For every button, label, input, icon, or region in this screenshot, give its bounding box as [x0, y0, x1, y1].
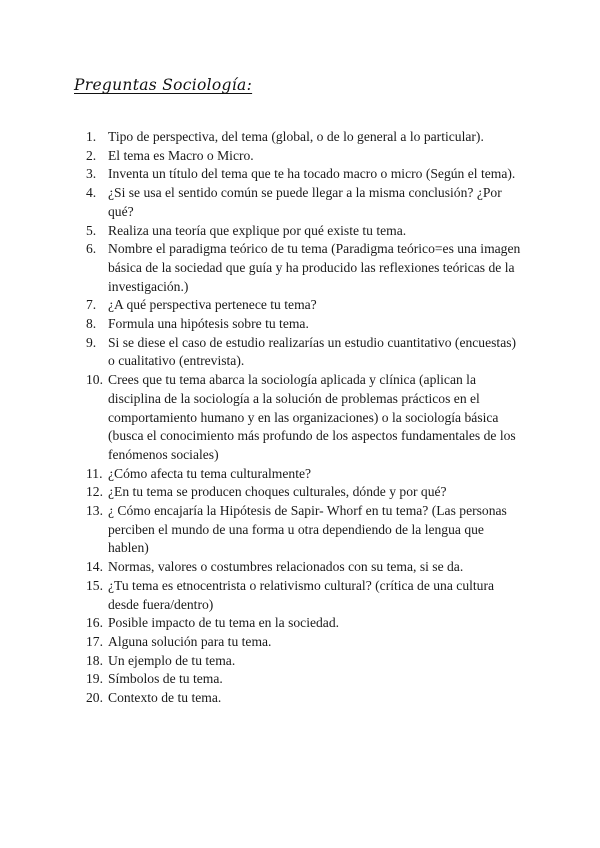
- list-item: [86, 240, 526, 296]
- question-number: 13.: [86, 503, 103, 519]
- question-text: Símbolos de tu tema.: [108, 671, 223, 687]
- list-item: [86, 689, 526, 708]
- question-text: ¿En tu tema se producen choques culturales, dónde y por qué?: [108, 484, 447, 500]
- question-text: ¿Tu tema es etnocentrista o relativismo cultural? (crítica de una cultura desde fuera/dentro): [108, 577, 495, 612]
- question-number: 11.: [86, 465, 103, 481]
- list-item: [86, 334, 526, 371]
- question-number: 12.: [86, 484, 103, 500]
- question-number: 2.: [86, 147, 97, 163]
- question-text: El tema es Macro o Micro.: [108, 147, 254, 163]
- question-text: ¿A qué perspectiva pertenece tu tema?: [108, 297, 317, 313]
- question-list: [86, 128, 526, 708]
- question-number: 19.: [86, 671, 103, 687]
- question-text: Alguna solución para tu tema.: [108, 633, 272, 649]
- question-number: 14.: [86, 559, 103, 575]
- list-item: [86, 147, 526, 166]
- list-item: [86, 633, 526, 652]
- question-text: Un ejemplo de tu tema.: [108, 652, 236, 668]
- list-item: [86, 670, 526, 689]
- list-item: [86, 315, 526, 334]
- question-number: 4.: [86, 185, 97, 201]
- list-item: [86, 165, 526, 184]
- question-text: Crees que tu tema abarca la sociología aplicada y clínica (aplican la disciplina de la sociología a la solución de problemas prácticos en el comportamiento humano y en las organizaciones) o la sociología básica (busca el conocimiento más profundo de los aspectos fundamentales de los fenómenos sociales): [108, 372, 516, 462]
- list-item: [86, 128, 526, 147]
- question-number: 8.: [86, 316, 97, 332]
- question-text: Posible impacto de tu tema en la sociedad.: [108, 615, 340, 631]
- list-item: [86, 465, 526, 484]
- list-item: [86, 296, 526, 315]
- question-number: 20.: [86, 690, 103, 706]
- list-item: [86, 483, 526, 502]
- question-number: 10.: [86, 372, 103, 388]
- question-number: 18.: [86, 652, 103, 668]
- question-text: Normas, valores o costumbres relacionados con su tema, si se da.: [108, 559, 464, 575]
- list-item: [86, 652, 526, 671]
- question-text: Contexto de tu tema.: [108, 690, 222, 706]
- question-text: Tipo de perspectiva, del tema (global, o de lo general a lo particular).: [108, 129, 484, 144]
- question-text: Si se diese el caso de estudio realizarías un estudio cuantitativo (encuestas) o cualitativo (entrevista).: [108, 334, 517, 369]
- question-number: 16.: [86, 615, 103, 631]
- question-text: Realiza una teoría que explique por qué existe tu tema.: [108, 222, 407, 238]
- list-item: [86, 502, 526, 558]
- list-item: [86, 184, 526, 221]
- list-item: [86, 577, 526, 614]
- question-number: 3.: [86, 166, 97, 182]
- page-title: Preguntas Sociología:: [74, 76, 253, 94]
- list-item: [86, 222, 526, 241]
- question-number: 5.: [86, 222, 97, 238]
- question-number: 9.: [86, 334, 97, 350]
- question-text: ¿Cómo afecta tu tema culturalmente?: [108, 465, 312, 481]
- question-text: Formula una hipótesis sobre tu tema.: [108, 316, 309, 332]
- list-item: [86, 558, 526, 577]
- question-number: 6.: [86, 241, 97, 257]
- question-number: 15.: [86, 577, 103, 593]
- question-number: 17.: [86, 633, 103, 649]
- question-number: 7.: [86, 297, 97, 313]
- question-number: 1.: [86, 129, 97, 144]
- question-text: Inventa un título del tema que te ha tocado macro o micro (Según el tema).: [108, 166, 516, 182]
- question-text: ¿ Cómo encajaría la Hipótesis de Sapir- Whorf en tu tema? (Las personas perciben el mundo de una forma u otra dependiendo de la lengua que hablen): [108, 503, 507, 556]
- question-text: Nombre el paradigma teórico de tu tema (Paradigma teórico=es una imagen básica de la sociedad que guía y ha producido las reflexiones teóricas de la investigación.): [108, 241, 521, 294]
- question-text: ¿Si se usa el sentido común se puede llegar a la misma conclusión? ¿Por qué?: [108, 185, 502, 219]
- list-item: [86, 371, 526, 465]
- list-item: [86, 614, 526, 633]
